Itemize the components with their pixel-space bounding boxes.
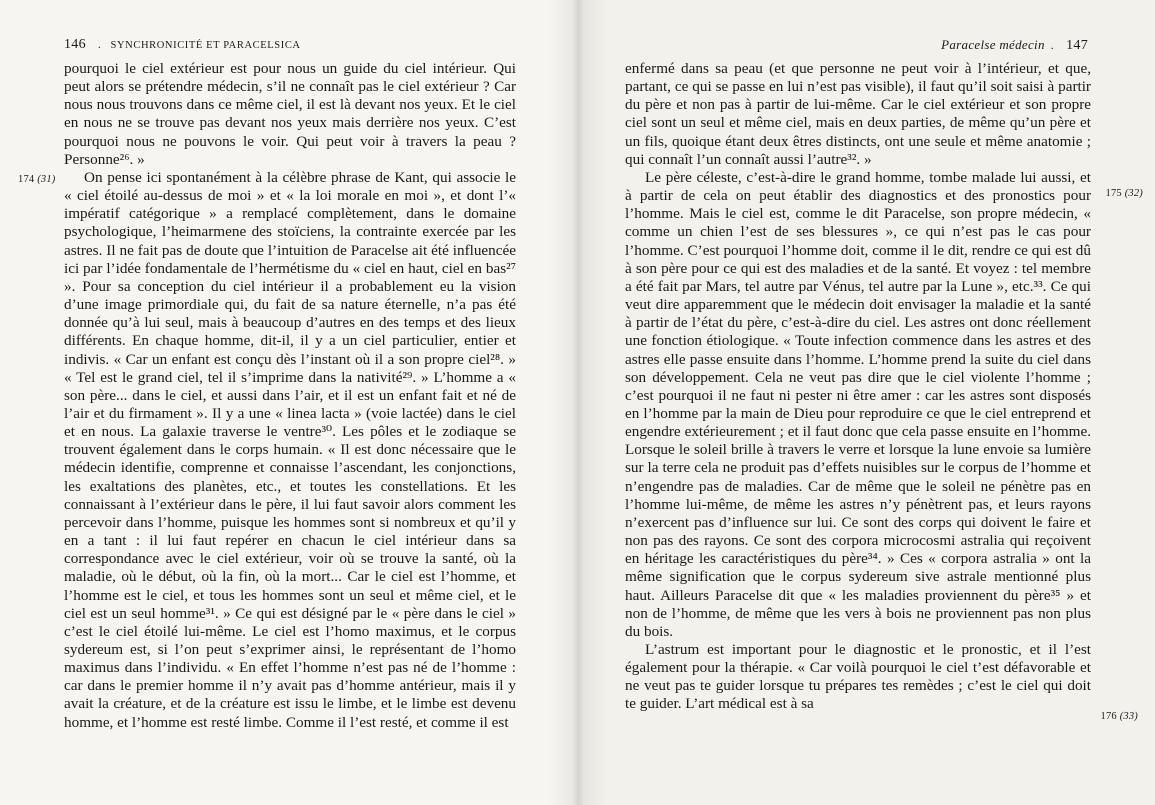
paragraph: On pense ici spontanément à la célèbre phrase de Kant, qui associe le « ciel étoilé au-dessus de moi » et « la loi morale en moi », et dont l’« impératif catégorique » a remplacé complètement, dans le domaine psychologique, l’heimarmene des stoïciens, la contrainte exercée par les astres. Il ne fait pas de doute que l’intuition de Paracelse ait été influencée ici par l’idée fondamentale de l’hermétisme du « ciel en haut, ciel en bas²⁷ ». Pour sa conception du ciel intérieur il a probablement eu la vision d’une image primordiale qui, du fait de sa nature éternelle, n’a pas été donnée qu’à lui seul, mais à beaucoup d’autres en des temps et des lieux différents. En chaque homme, dit-il, il y a un ciel particulier, entier et indivis. « Car un enfant est conçu dès l’instant où il a son propre ciel²⁸. » « Tel est le grand ciel, tel il s’imprime dans la nativité²⁹. » L’homme a « son père... dans le ciel, et aussi dans l’air, et il est un enfant fait et né de l’air et du firmament ». Il y a une « linea lacta » (voie lactée) dans le ciel et en nous. La galaxie traverse le ventre³⁰. Les pôles et le zodiaque se trouvent également dans le corps humain. « Il est donc nécessaire que le médecin identifie, comprenne et connaisse l’ascendant, les conjonctions, les exaltations des planètes, etc., et toutes les constellations. Et les connaissant à l’extérieur dans le père, il lui faut savoir alors comment les percevoir dans l’homme, puisque les hommes sont si nombreux et qu’il y en a tant : il lui faut repérer en chacun le ciel intérieur dans sa correspondance avec le ciel extérieur, voir où se trouve la santé, où la maladie, où le début, où la fin, où la mort... Car le ciel est l’homme, et l’homme est le ciel, et tous les hommes sont un seul et même ciel, et le ciel est un seul homme³¹. » Ce qui est désigné par le « père dans le ciel » c’est le ciel étoilé lui-même. Le ciel est l’homo maximus, et le corpus sydereum est, si l’on peut s’exprimer ainsi, le représentant de l’homo maximus dans l’individu. « En effet l’homme n’est pas né de l’homme : car dans le premier homme il n’y avait pas d’homme antérieur, mais il y avait la créature, et de la créature est issu le limbe, et le limbe est devenu homme, et l’homme est resté limbe. Comme il l’est resté, et comme il est <box>64 168 516 731</box>
right-page-header: Paracelse médecin . 147 <box>941 37 1088 53</box>
paragraph: pourquoi le ciel extérieur est pour nous un guide du ciel intérieur. Qui peut alors se prétendre médecin, s’il ne connaît pas le ciel extérieur ? Car nous nous trouvons dans ce même ciel, il est là devant nos yeux. Et le ciel en nous ne se trouve pas devant nos yeux mais derrière nos yeux. C’est pourquoi nous ne pouvons le voir. Qui peut voir à travers la peau ? Personne²⁶. » <box>64 60 516 168</box>
left-page <box>0 0 577 805</box>
left-body-text <box>64 60 516 732</box>
left-page-header: 146 . SYNCHRONICITÉ ET PARACELSICA <box>64 37 301 52</box>
page-number: 147 <box>1066 38 1088 53</box>
right-page <box>577 0 1155 805</box>
margin-paragraph-number: 175 (32) <box>1105 188 1143 199</box>
right-body-text <box>625 60 1091 714</box>
page-number: 146 <box>64 37 86 52</box>
running-title: Paracelse médecin <box>941 37 1045 52</box>
paragraph: Le père céleste, c’est-à-dire le grand homme, tombe malade lui aussi, et à partir de cela on peut établir des diagnostics et des pronostics pour l’homme. Mais le ciel est, comme le dit Paracelse, son propre médecin, « comme un chien l’est de ses blessures », ce qui n’est pas le cas pour l’homme. C’est pourquoi l’homme doit, comme il le dit, rendre ce qui est dû à son père pour ce qui est des maladies et de la santé. Et voyez : tel membre a été fait par Mars, tel autre par Vénus, tel autre par la Lune », etc.³³. Ce qui veut dire apparemment que le médecin doit envisager la maladie et la santé à partir de l’état du père, c’est-à-dire du ciel. Les astres ont donc réellement une fonction étiologique. « Toute infection commence dans les astres et des astres elle passe ensuite dans l’homme. L’homme prend la suite du ciel dans son développement. Cela ne veut pas dire que le ciel violente l’homme ; c’est pourquoi il ne faut ni pester ni être amer : car les astres sont disposés en l’homme par la main de Dieu pour reproduire ce que le ciel entreprend et engendre extérieurement ; et il faut donc que cela passe ensuite en l’homme. Lorsque le soleil brille à travers le verre et lorsque la lune envoie sa lumière sur la terre cela ne produit pas d’effets nuisibles sur le corpus de l’homme et n’engendre pas de maladies. Car de même que le soleil ne pénètre pas en l’homme lui-même, de même les astres n’y pénètrent pas, et leurs rayons n’exercent pas d’influence sur lui. Ce sont des corps qui doivent le faire et non pas des rayons. Ce sont des corpora microcosmi astralia qui reçoivent en héritage les caractéristiques du père³⁴. » Ces « corpora astralia » ont la même signification que le corpus sydereum sive astrale mentionné plus haut. Ailleurs Paracelse dit que « les maladies proviennent du père³⁵ » et non de l’homme, de même que les vers à bois ne proviennent pas non plus du bois. <box>625 168 1091 640</box>
paragraph: enfermé dans sa peau (et que personne ne peut voir à l’intérieur, et que, partant, ce qui se passe en lui n’est pas visible), il faut qu’il soit saisi à partir du père et non pas à partir de lui-même. Car le ciel extérieur et son propre ciel sont un seul et même ciel, mais en deux parties, de même qu’un père et un fils, quoique étant deux êtres distincts, ont une seule et même anatomie ; qui connaît l’un connaît aussi l’autre³². » <box>625 60 1091 168</box>
running-title: SYNCHRONICITÉ ET PARACELSICA <box>110 40 301 51</box>
margin-paragraph-number: 176 (33) <box>1100 711 1138 722</box>
paragraph: L’astrum est important pour le diagnostic et le pronostic, et il l’est également pour la thérapie. « Car voilà pourquoi le ciel t’est défavorable et ne veut pas te guider lorsque tu prépares tes remèdes ; c’est le ciel qui doit te guider. L’art médical est à sa <box>625 641 1091 713</box>
margin-paragraph-number: 174 (31) <box>18 174 56 185</box>
